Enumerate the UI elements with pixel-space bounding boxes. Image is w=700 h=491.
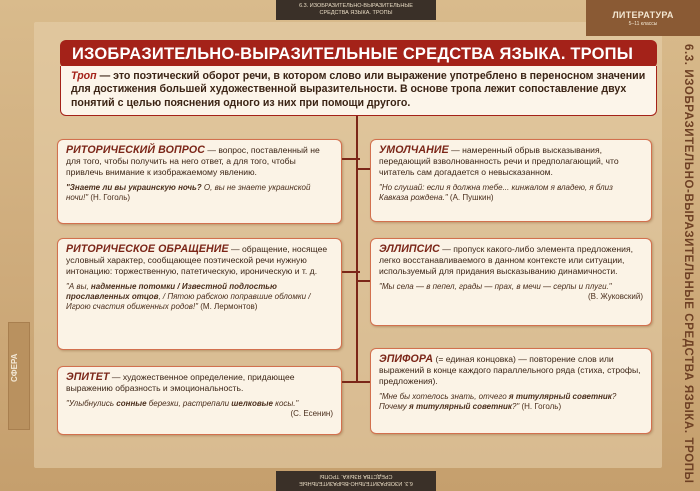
definition-term: Троп: [71, 70, 97, 82]
card-example: "Но слушай: если я должна тебе... кинжалом я владею, я близ Кавказа рождена." (А. Пушкин): [379, 183, 613, 203]
subject-label: ЛИТЕРАТУРА: [612, 10, 674, 20]
card-example: "Улыбнулись сонные березки, растрепали шелковые косы." (С. Есенин): [66, 399, 333, 419]
card-heading: РИТОРИЧЕСКИЙ ВОПРОС: [66, 144, 205, 156]
connector-spine: [356, 116, 358, 381]
card-epiphora: [370, 348, 652, 434]
bottom-tab-line2: СРЕДСТВА ЯЗЫКА. ТРОПЫ: [319, 473, 393, 479]
card-heading: УМОЛЧАНИЕ: [379, 144, 449, 156]
card-text: (= единая концовка) — повторение слов или выражений в конце каждого параллельного ряда (стиха, строфы, предложения).: [379, 354, 641, 386]
connector-line: [356, 280, 370, 282]
bottom-tab-line1: 6.3. ИЗОБРАЗИТЕЛЬНО-ВЫРАЗИТЕЛЬНЫЕ: [299, 480, 413, 486]
definition-text: — это поэтический оборот речи, в котором слово или выражение употреблено в переносном значении для достижения большей художественной выразительности. В основе тропа лежит сопоставление двух понятий с целью пояснения одного из них при помощи другого.: [71, 70, 646, 109]
publisher-logo-text: СФЕРА: [10, 353, 19, 382]
card-example: "Мне бы хотелось знать, отчего я титулярный советник? Почему я титулярный советник?" (Н. Гоголь): [379, 392, 617, 412]
card-ellipsis: [370, 238, 652, 326]
card-example: "Знаете ли вы украинскую ночь? О, вы не знаете украинской ночи!" (Н. Гоголь): [66, 183, 311, 203]
connector-line: [342, 271, 360, 273]
card-text: — пропуск какого-либо элемента предложения, легко восстанавливаемого в данном контексте или ситуации, используемый для придания высказыванию динамичности.: [379, 244, 633, 276]
card-text: — обращение, носящее условный характер, сообщающее поэтической речи нужную интонацию: торжественную, патетическую, ироническую и т. д.: [66, 244, 328, 276]
card-rhetorical-question: [57, 139, 342, 224]
top-tab-line1: 6.3. ИЗОБРАЗИТЕЛЬНО-ВЫРАЗИТЕЛЬНЫЕ: [299, 3, 413, 9]
connector-line: [342, 158, 360, 160]
bottom-tab: [276, 471, 436, 491]
card-heading: ЭПИФОРА: [379, 353, 434, 365]
top-tab-line2: СРЕДСТВА ЯЗЫКА. ТРОПЫ: [319, 10, 393, 16]
card-heading: ЭПИТЕТ: [66, 371, 110, 383]
subject-corner: [586, 0, 700, 36]
grades-label: 5–11 классы: [628, 21, 658, 27]
card-text: — вопрос, поставленный не для того, чтобы получить на него ответ, а для того, чтобы привлечь внимание к изображаемому явлению.: [66, 145, 320, 177]
connector-line: [356, 381, 370, 383]
card-heading: ЭЛЛИПСИС: [379, 243, 440, 255]
card-example: "Мы села — в пепел, грады — прах, в мечи — серпы и плуги." (В. Жуковский): [379, 282, 643, 302]
card-example: "А вы, надменные потомки / Известной подлостью прославленных отцов, / Пятою рабскою поправшие обломки / Игрою счастия обиженных родов!" (М. Лермонтов): [66, 282, 311, 312]
side-title: 6.3. ИЗОБРАЗИТЕЛЬНО-ВЫРАЗИТЕЛЬНЫЕ СРЕДСТВА ЯЗЫКА. ТРОПЫ: [682, 44, 694, 484]
card-rhetorical-address: [57, 238, 342, 350]
card-epithet: [57, 366, 342, 435]
page-title: ИЗОБРАЗИТЕЛЬНО-ВЫРАЗИТЕЛЬНЫЕ СРЕДСТВА ЯЗЫКА. ТРОПЫ: [60, 40, 657, 68]
card-text: — намеренный обрыв высказывания, передающий взволнованность речи и предполагающий, что читатель сам догадается о невысказанном.: [379, 145, 619, 177]
definition-box: [60, 66, 657, 116]
top-tab: [276, 0, 436, 20]
card-default: [370, 139, 652, 222]
card-text: — художественное определение, придающее выражению образность и эмоциональность.: [66, 372, 295, 393]
card-heading: РИТОРИЧЕСКОЕ ОБРАЩЕНИЕ: [66, 243, 229, 255]
connector-line: [356, 168, 370, 170]
